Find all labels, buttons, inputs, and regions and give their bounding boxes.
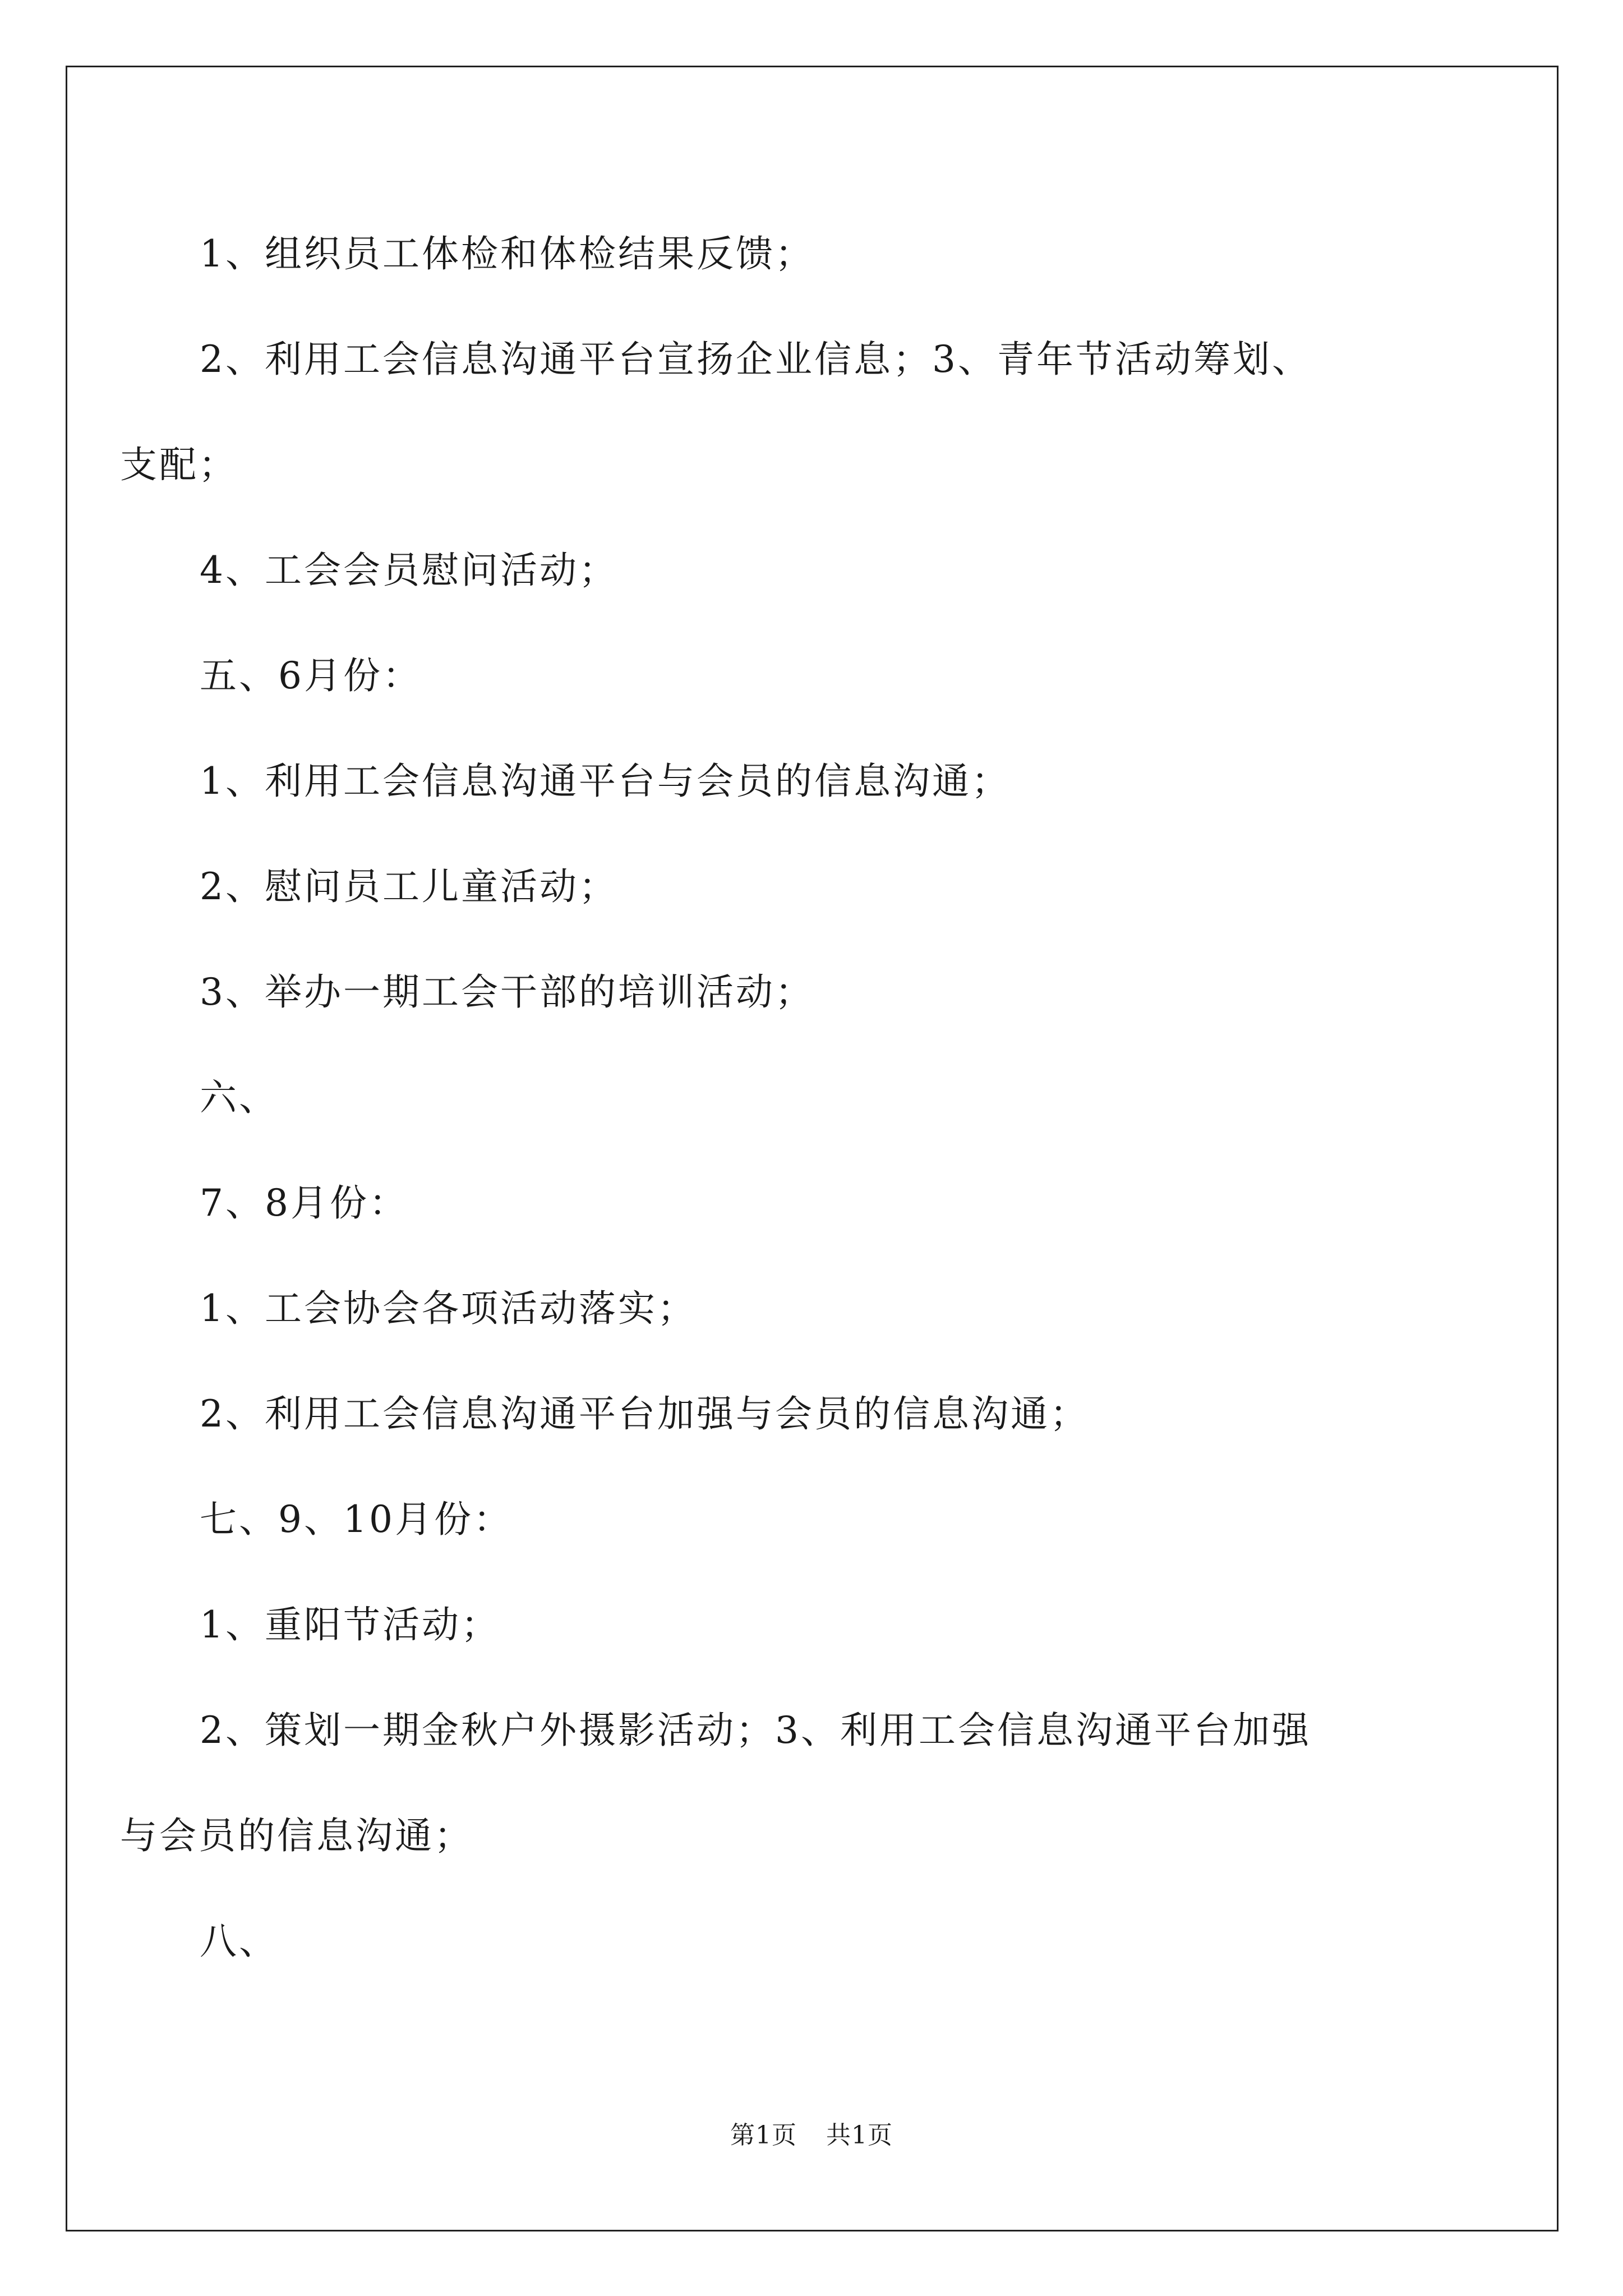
text-line: 1、组织员工体检和体检结果反馈； bbox=[200, 232, 814, 275]
page-number: 第1页 bbox=[730, 2121, 797, 2150]
section-heading: 八、 bbox=[200, 1920, 278, 1963]
text-line: 2、策划一期金秋户外摄影活动；3、利用工会信息沟通平台加强 bbox=[200, 1709, 1311, 1752]
text-line: 4、工会会员慰问活动； bbox=[200, 549, 618, 592]
section-heading: 七、9、10月份： bbox=[200, 1498, 513, 1541]
text-line: 3、举办一期工会干部的培训活动； bbox=[200, 970, 814, 1014]
section-heading: 五、6月份： bbox=[200, 654, 422, 697]
text-line: 1、工会协会各项活动落实； bbox=[200, 1287, 697, 1330]
text-line: 2、慰问员工儿童活动； bbox=[200, 865, 618, 908]
text-line: 2、利用工会信息沟通平台加强与会员的信息沟通； bbox=[200, 1392, 1089, 1435]
section-heading: 六、 bbox=[200, 1076, 278, 1119]
text-line: 7、8月份： bbox=[200, 1181, 408, 1225]
page-footer bbox=[0, 2123, 1623, 2148]
text-line: 2、利用工会信息沟通平台宣扬企业信息；3、青年节活动筹划、 bbox=[200, 338, 1311, 381]
text-line-continuation: 支配； bbox=[120, 443, 238, 486]
text-line: 1、利用工会信息沟通平台与会员的信息沟通； bbox=[200, 760, 1011, 803]
text-line: 1、重阳节活动； bbox=[200, 1603, 500, 1646]
page-frame bbox=[66, 66, 1559, 2231]
page-total: 共1页 bbox=[826, 2121, 893, 2150]
text-line-continuation: 与会员的信息沟通； bbox=[120, 1814, 473, 1857]
